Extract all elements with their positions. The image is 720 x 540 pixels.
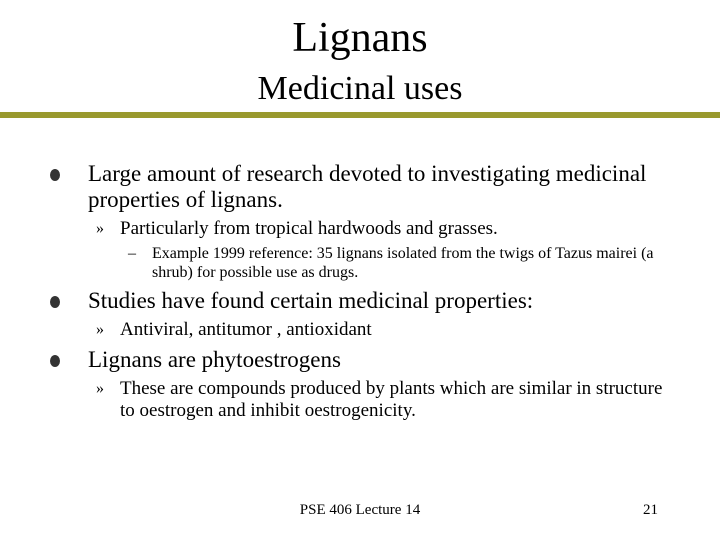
slide-title: Lignans: [292, 15, 428, 61]
bullet-3: Lignans are phytoestrogens: [88, 347, 341, 372]
sub-bullet-3: These are compounds produced by plants which are similar in structure to oestrogen and inhibit oestrogenicity.: [120, 378, 663, 421]
bullet-marker-1: [50, 169, 60, 181]
sub-bullet-marker-2: »: [96, 321, 104, 338]
sub-sub-bullet-marker-1: –: [128, 245, 136, 262]
footer-label: PSE 406 Lecture 14: [299, 502, 421, 518]
bullet-1: Large amount of research devoted to investigating medicinal properties of lignans.: [88, 161, 647, 212]
sub-bullet-2: Antiviral, antitumor , antioxidant: [120, 319, 372, 340]
title-divider: [0, 112, 720, 118]
page-number: 21: [643, 502, 658, 518]
sub-bullet-marker-3: »: [96, 380, 104, 397]
bullet-marker-3: [50, 355, 60, 367]
sub-sub-bullet-1: Example 1999 reference: 35 lignans isolated from the twigs of Tazus mairei (a shrub) for possible use as drugs.: [152, 245, 654, 281]
sub-bullet-marker-1: »: [96, 220, 104, 237]
sub-bullet-1: Particularly from tropical hardwoods and grasses.: [120, 218, 498, 239]
slide-subtitle: Medicinal uses: [257, 70, 463, 107]
bullet-2: Studies have found certain medicinal properties:: [88, 288, 534, 313]
bullet-marker-2: [50, 296, 60, 308]
